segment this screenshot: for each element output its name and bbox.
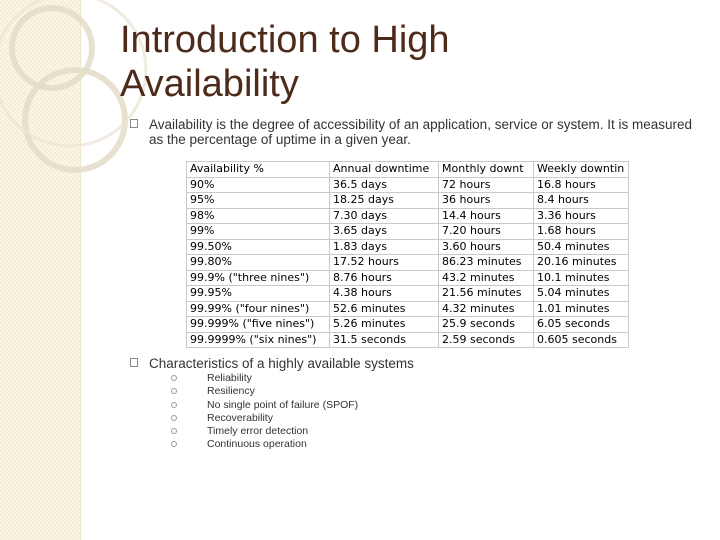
table-cell: 3.65 days [330,224,439,240]
table-cell: 98% [187,208,330,224]
table-row [187,301,629,317]
table-cell: 18.25 days [330,193,439,209]
circle-bullet-icon [171,388,177,394]
table-row [187,332,629,348]
table-cell: 4.32 minutes [439,301,534,317]
list-item-text: Timely error detection [207,425,309,438]
table-cell: 6.05 seconds [534,317,629,333]
table-cell: 99% [187,224,330,240]
table-cell: 20.16 minutes [534,255,629,271]
table-row [187,177,629,193]
circle-bullet-icon [171,415,177,421]
table-cell: 43.2 minutes [439,270,534,286]
title-line-1: Introduction to High [120,19,450,61]
circle-bullet-icon [171,402,177,408]
table-cell: 5.26 minutes [330,317,439,333]
square-bullet-icon [130,358,138,367]
table-cell: 72 hours [439,177,534,193]
title-line-2: Availability [120,63,299,105]
circle-bullet-icon [171,428,177,434]
table-cell: 36.5 days [330,177,439,193]
table-cell: 3.36 hours [534,208,629,224]
table-row [187,270,629,286]
table-row [187,193,629,209]
table-cell: 31.5 seconds [330,332,439,348]
table-cell: 99.999% ("five nines") [187,317,330,333]
table-cell: 99.50% [187,239,330,255]
circle-bullet-icon [171,375,177,381]
table-cell: 2.59 seconds [439,332,534,348]
circle-bullet-icon [171,441,177,447]
availability-table [186,161,629,348]
table-row [187,224,629,240]
table-cell: 21.56 minutes [439,286,534,302]
bullet-text: Characteristics of a highly available systems [149,356,414,371]
table-cell: 1.01 minutes [534,301,629,317]
table-cell: 25.9 seconds [439,317,534,333]
table-cell: 17.52 hours [330,255,439,271]
square-bullet-icon [130,119,138,128]
table-row [187,239,629,255]
bullet-text: Availability is the degree of accessibility of an application, service or system. It is measured as the percentage of uptime in a given year. [149,117,692,147]
table-cell: 86.23 minutes [439,255,534,271]
table-header-cell: Availability % [187,162,330,178]
table-cell: 7.30 days [330,208,439,224]
table-cell: 52.6 minutes [330,301,439,317]
table-cell: 1.83 days [330,239,439,255]
table-cell: 99.9999% ("six nines") [187,332,330,348]
table-cell: 14.4 hours [439,208,534,224]
table-cell: 8.4 hours [534,193,629,209]
table-cell: 8.76 hours [330,270,439,286]
list-item-text: Recoverability [207,411,273,424]
table-cell: 16.8 hours [534,177,629,193]
table-cell: 4.38 hours [330,286,439,302]
table-cell: 5.04 minutes [534,286,629,302]
table-row [187,286,629,302]
list-item-text: No single point of failure (SPOF) [207,398,359,411]
table-header-row [187,162,629,178]
table-cell: 0.605 seconds [534,332,629,348]
list-item-text: Reliability [207,372,252,384]
table-header-cell: Weekly downtin [534,162,629,178]
table-cell: 99.95% [187,286,330,302]
table-cell: 1.68 hours [534,224,629,240]
table-row [187,208,629,224]
table-cell: 99.99% ("four nines") [187,301,330,317]
table-cell: 90% [187,177,330,193]
table-cell: 7.20 hours [439,224,534,240]
table-cell: 36 hours [439,193,534,209]
table-cell: 99.9% ("three nines") [187,270,330,286]
table-row [187,255,629,271]
table-cell: 50.4 minutes [534,239,629,255]
list-item-text: Resiliency [207,385,255,398]
table-cell: 99.80% [187,255,330,271]
table-cell: 95% [187,193,330,209]
list-item-text: Continuous operation [207,438,307,451]
slide-title [120,18,450,106]
table-row [187,317,629,333]
table-cell: 10.1 minutes [534,270,629,286]
table-header-cell: Monthly downt [439,162,534,178]
table-cell: 3.60 hours [439,239,534,255]
table-header-cell: Annual downtime [330,162,439,178]
